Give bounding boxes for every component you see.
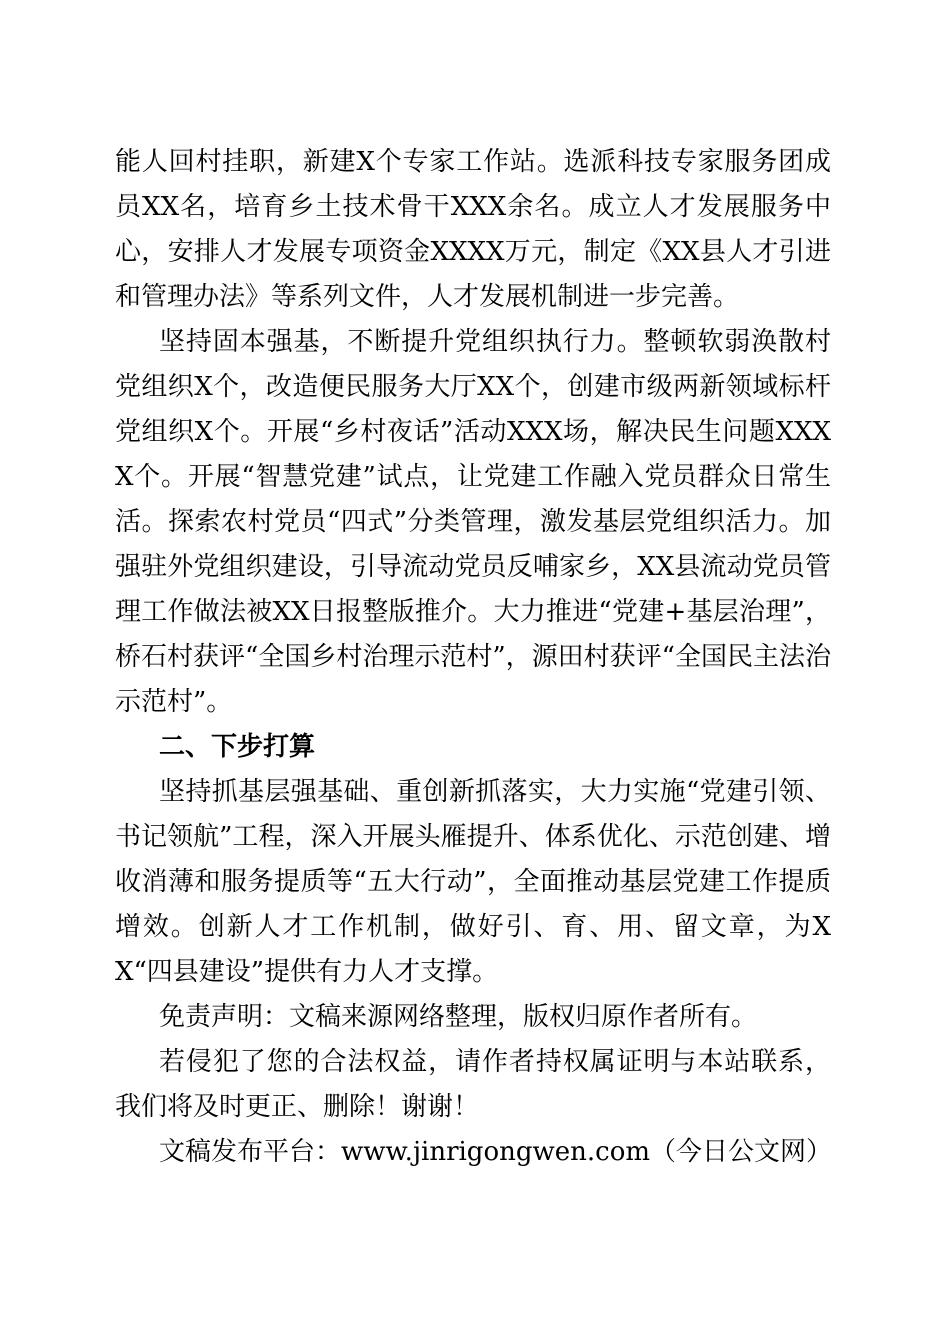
document-body (115, 140, 831, 1175)
section-heading-next-steps: 二、下步打算 (159, 732, 316, 762)
paragraph-talent-mechanism: 能人回村挂职，新建X个专家工作站。选派科技专家服务团成员XX名，培育乡土技术骨干XXX余名。成立人才发展服务中心，安排人才发展专项资金XXXX万元，制定《XX县人才引进和管理办法》等系列文件，人才发展机制进一步完善。 (115, 147, 831, 312)
paragraph-infringement-notice: 若侵犯了您的合法权益，请作者持权属证明与本站联系，我们将及时更正、删除！谢谢！ (115, 1047, 831, 1122)
paragraph-publish-platform: 文稿发布平台：www.jinrigongwen.com（今日公文网） (159, 1137, 833, 1167)
paragraph-disclaimer: 免责声明：文稿来源网络整理，版权归原作者所有。 (159, 1002, 758, 1032)
paragraph-party-organization: 坚持固本强基，不断提升党组织执行力。整顿软弱涣散村党组织X个，改造便民服务大厅XX个，创建市级两新领域标杆党组织X个。开展“乡村夜话”活动XXX场，解决民生问题XXXX个。开展“智慧党建”试点，让党建工作融入党员群众日常生活。探索农村党员“四式”分类管理，激发基层党组织活力。加强驻外党组织建设，引导流动党员反哺家乡，XX县流动党员管理工作做法被XX日报整版推介。大力推进“党建+基层治理”，桥石村获评“全国乡村治理示范村”，源田村获评“全国民主法治示范村”。 (115, 327, 831, 717)
paragraph-next-steps: 坚持抓基层强基础、重创新抓落实，大力实施“党建引领、书记领航”工程，深入开展头雁提升、体系优化、示范创建、增收消薄和服务提质等“五大行动”，全面推动基层党建工作提质增效。创新人才工作机制，做好引、育、用、留文章，为XX“四县建设”提供有力人才支撑。 (115, 777, 831, 987)
